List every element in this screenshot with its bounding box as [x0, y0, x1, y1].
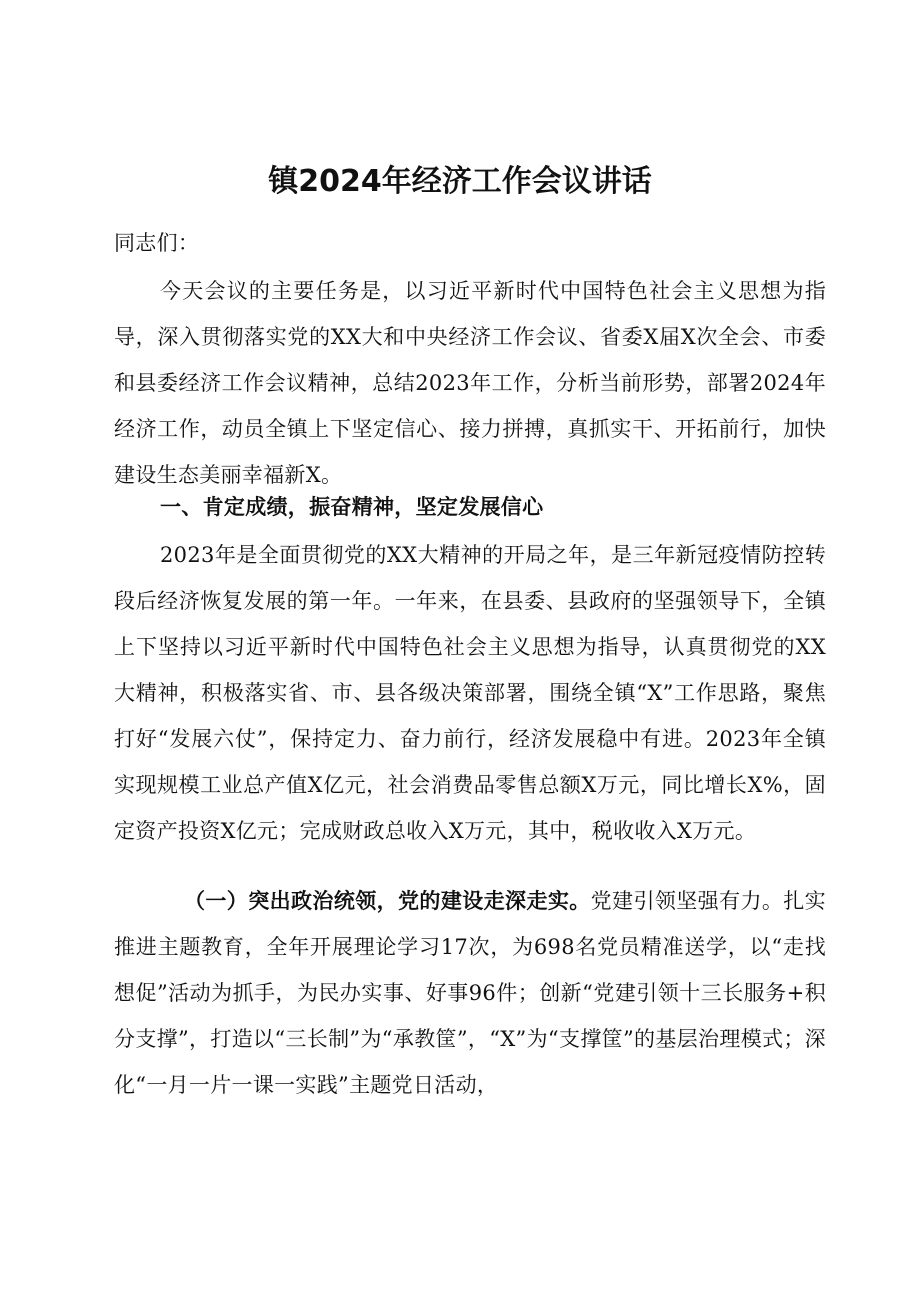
paragraph-intro: 今天会议的主要任务是，以习近平新时代中国特色社会主义思想为指导，深入贯彻落实党的XX大和中央经济工作会议、省委X届X次全会、市委和县委经济工作会议精神，总结2023年工作，分析当前形势，部署2024年经济工作，动员全镇上下坚定信心、接力拼搏，真抓实干、开拓前行，加快建设生态美丽幸福新X。 — [114, 279, 826, 487]
paragraph-party-building-text: 党建引领坚强有力。扎实推进主题教育，全年开展理论学习17次，为698名党员精准送学，以“走找想促”活动为抓手，为民办实事、好事96件；创新“党建引领十三长服务+积分支撑”，打造以“三长制”为“承教筐”，“X”为“支撑筐”的基层治理模式；深化“一月一片一课一实践”主题党日活动， — [114, 889, 826, 1097]
document-title: 镇2024年经济工作会议讲话 — [268, 164, 652, 199]
paragraph-achievements: 2023年是全面贯彻党的XX大精神的开局之年，是三年新冠疫情防控转段后经济恢复发展的第一年。一年来，在县委、县政府的坚强领导下，全镇上下坚持以习近平新时代中国特色社会主义思想为指导，认真贯彻党的XX大精神，积极落实省、市、县各级决策部署，围绕全镇“X”工作思路，聚焦打好“发展六仗”，保持定力、奋力前行，经济发展稳中有进。2023年全镇实现规模工业总产值X亿元，社会消费品零售总额X万元，同比增长X%，固定资产投资X亿元；完成财政总收入X万元，其中，税收收入X万元。 — [114, 543, 826, 843]
section-heading-1: 一、肯定成绩，振奋精神，坚定发展信心 — [160, 495, 544, 519]
paragraph-party-building — [114, 878, 826, 1108]
subsection-heading-1: （一）突出政治统领，党的建设走深走实。 — [184, 889, 591, 913]
salutation: 同志们： — [114, 231, 200, 255]
